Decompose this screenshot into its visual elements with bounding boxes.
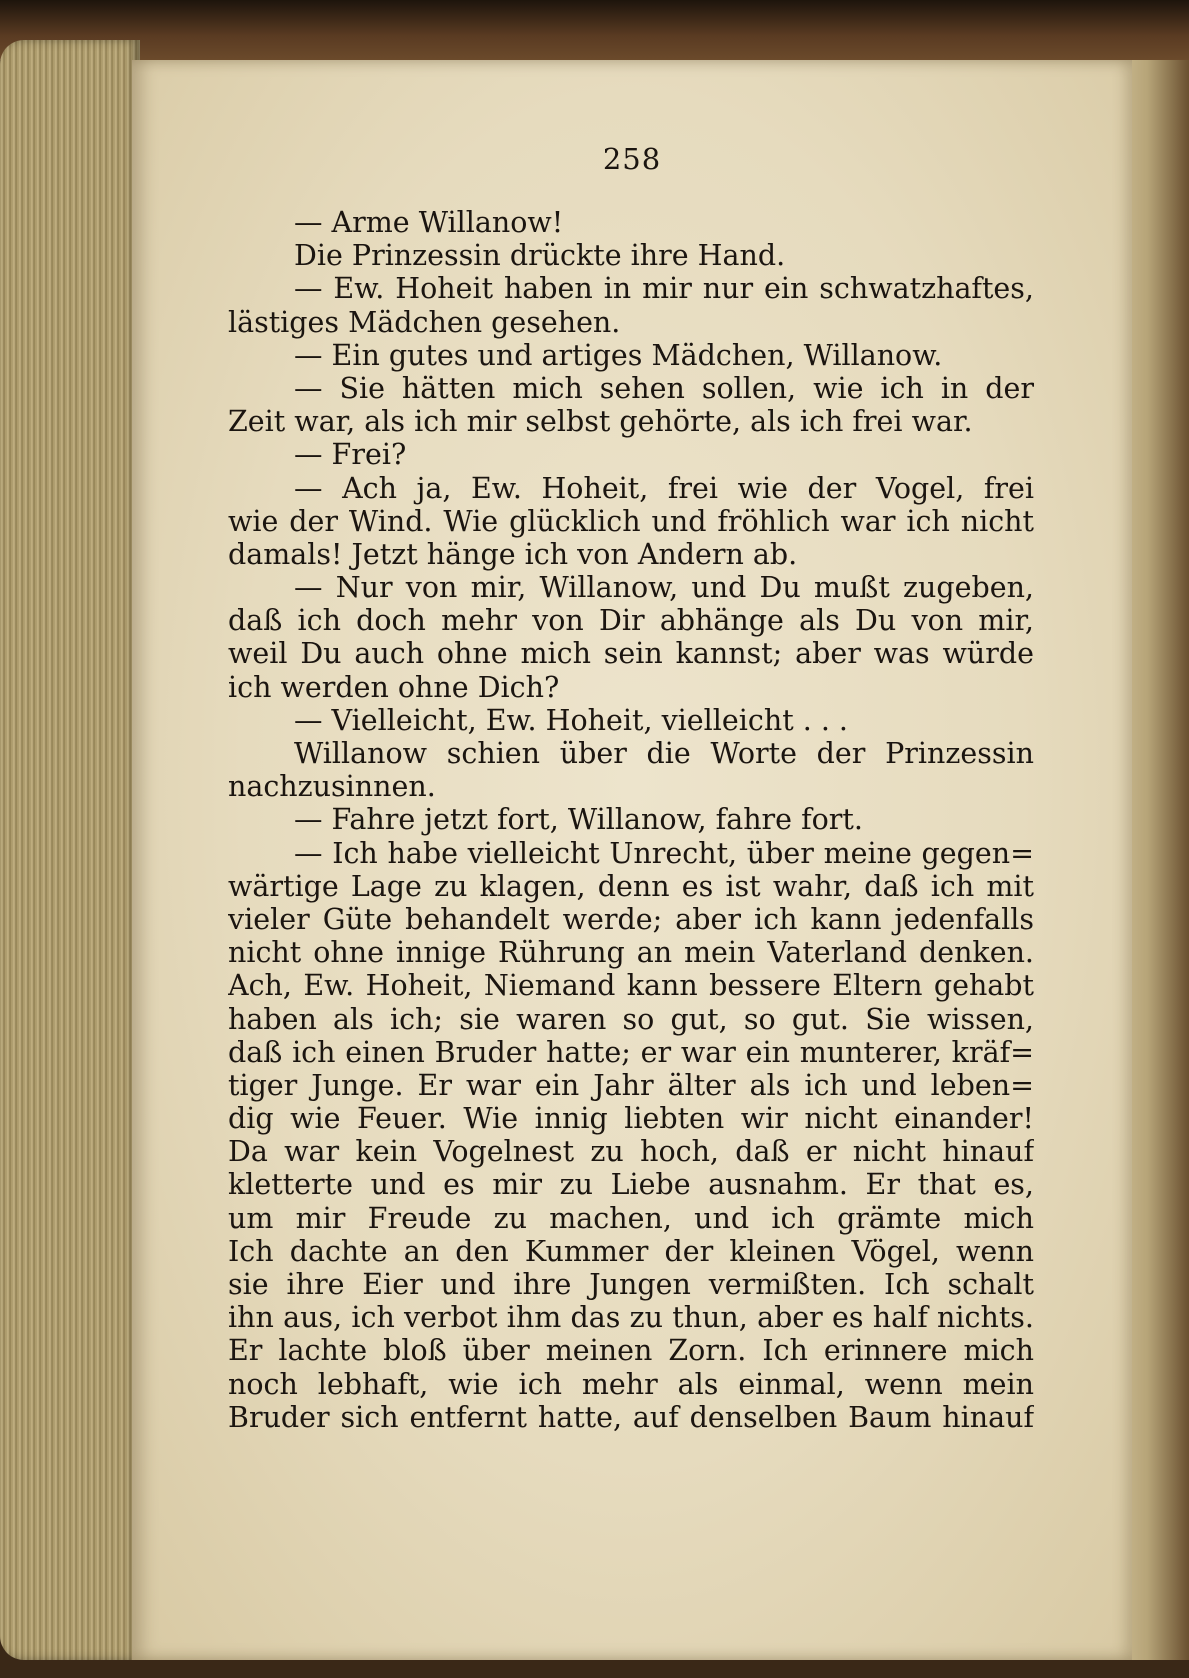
book-page [132, 60, 1132, 1660]
text-line: ihn aus, ich verbot ihm das zu thun, aber es half nichts. [228, 1301, 1034, 1335]
text-line: — Ich habe vielleicht Unrecht, über meine gegen= [294, 836, 1034, 870]
text-line: wie der Wind. Wie glücklich und fröhlich war ich nicht [228, 504, 1034, 538]
text-line: — Ew. Hoheit haben in mir nur ein schwatzhaftes, [294, 272, 1034, 306]
body-text [228, 206, 1034, 1434]
text-line: Zeit war, als ich mir selbst gehörte, als ich frei war. [228, 405, 973, 439]
text-line: kletterte und es mir zu Liebe ausnahm. Er that es, [228, 1168, 1034, 1202]
text-line: — Ein gutes und artiges Mädchen, Willanow. [294, 338, 943, 372]
text-line: Willanow schien über die Worte der Prinzessin [294, 737, 1034, 770]
text-line: Da war kein Vogelnest zu hoch, daß er nicht hinauf [228, 1135, 1034, 1169]
text-line: — Vielleicht, Ew. Hoheit, vielleicht . . . [294, 703, 848, 737]
page-number: 258 [602, 142, 662, 176]
text-line: Bruder sich entfernt hatte, auf denselben Baum hinauf [228, 1400, 1034, 1434]
text-line: ich werden ohne Dich? [228, 670, 560, 704]
text-line: Die Prinzessin drückte ihre Hand. [294, 239, 786, 273]
text-line: nicht ohne innige Rührung an mein Vaterland denken. [228, 936, 1034, 970]
text-line: Er lachte bloß über meinen Zorn. Ich erinnere mich [228, 1334, 1034, 1368]
text-line: — Arme Willanow! [294, 206, 564, 239]
text-line: — Sie hätten mich sehen sollen, wie ich in der [294, 371, 1034, 405]
text-line: wärtige Lage zu klagen, denn es ist wahr, daß ich mit [228, 869, 1034, 903]
text-line: dig wie Feuer. Wie innig liebten wir nicht einander! [228, 1102, 1034, 1136]
text-line: um mir Freude zu machen, und ich grämte mich [228, 1201, 1034, 1235]
text-line: tiger Junge. Er war ein Jahr älter als ich und leben= [228, 1068, 1034, 1102]
text-line: weil Du auch ohne mich sein kannst; aber was würde [228, 637, 1034, 671]
text-line: — Nur von mir, Willanow, und Du mußt zugeben, [294, 571, 1034, 605]
text-line: damals! Jetzt hänge ich von Andern ab. [228, 537, 798, 571]
text-line: lästiges Mädchen gesehen. [228, 305, 621, 339]
text-line: — Ach ja, Ew. Hoheit, frei wie der Vogel, frei [294, 471, 1034, 505]
text-line: — Fahre jetzt fort, Willanow, fahre fort. [294, 803, 863, 837]
text-line: sie ihre Eier und ihre Jungen vermißten. Ich schalt [228, 1268, 1034, 1301]
text-line: vieler Güte behandelt werde; aber ich kann jedenfalls [228, 902, 1034, 936]
text-line: haben als ich; sie waren so gut, so gut. Sie wissen, [228, 1002, 1034, 1036]
book-cover-top [0, 0, 1189, 60]
text-line: nachzusinnen. [228, 770, 436, 804]
text-line: Ach, Ew. Hoheit, Niemand kann bessere Eltern gehabt [228, 969, 1034, 1003]
text-line: daß ich einen Bruder hatte; er war ein munterer, kräf= [228, 1035, 1034, 1069]
page-edges-left [0, 40, 140, 1660]
text-line: daß ich doch mehr von Dir abhänge als Du von mir, [228, 604, 1034, 638]
text-line: — Frei? [294, 438, 407, 472]
text-line: noch lebhaft, wie ich mehr als einmal, wenn mein [228, 1367, 1034, 1401]
text-line: Ich dachte an den Kummer der kleinen Vögel, wenn [228, 1234, 1034, 1268]
